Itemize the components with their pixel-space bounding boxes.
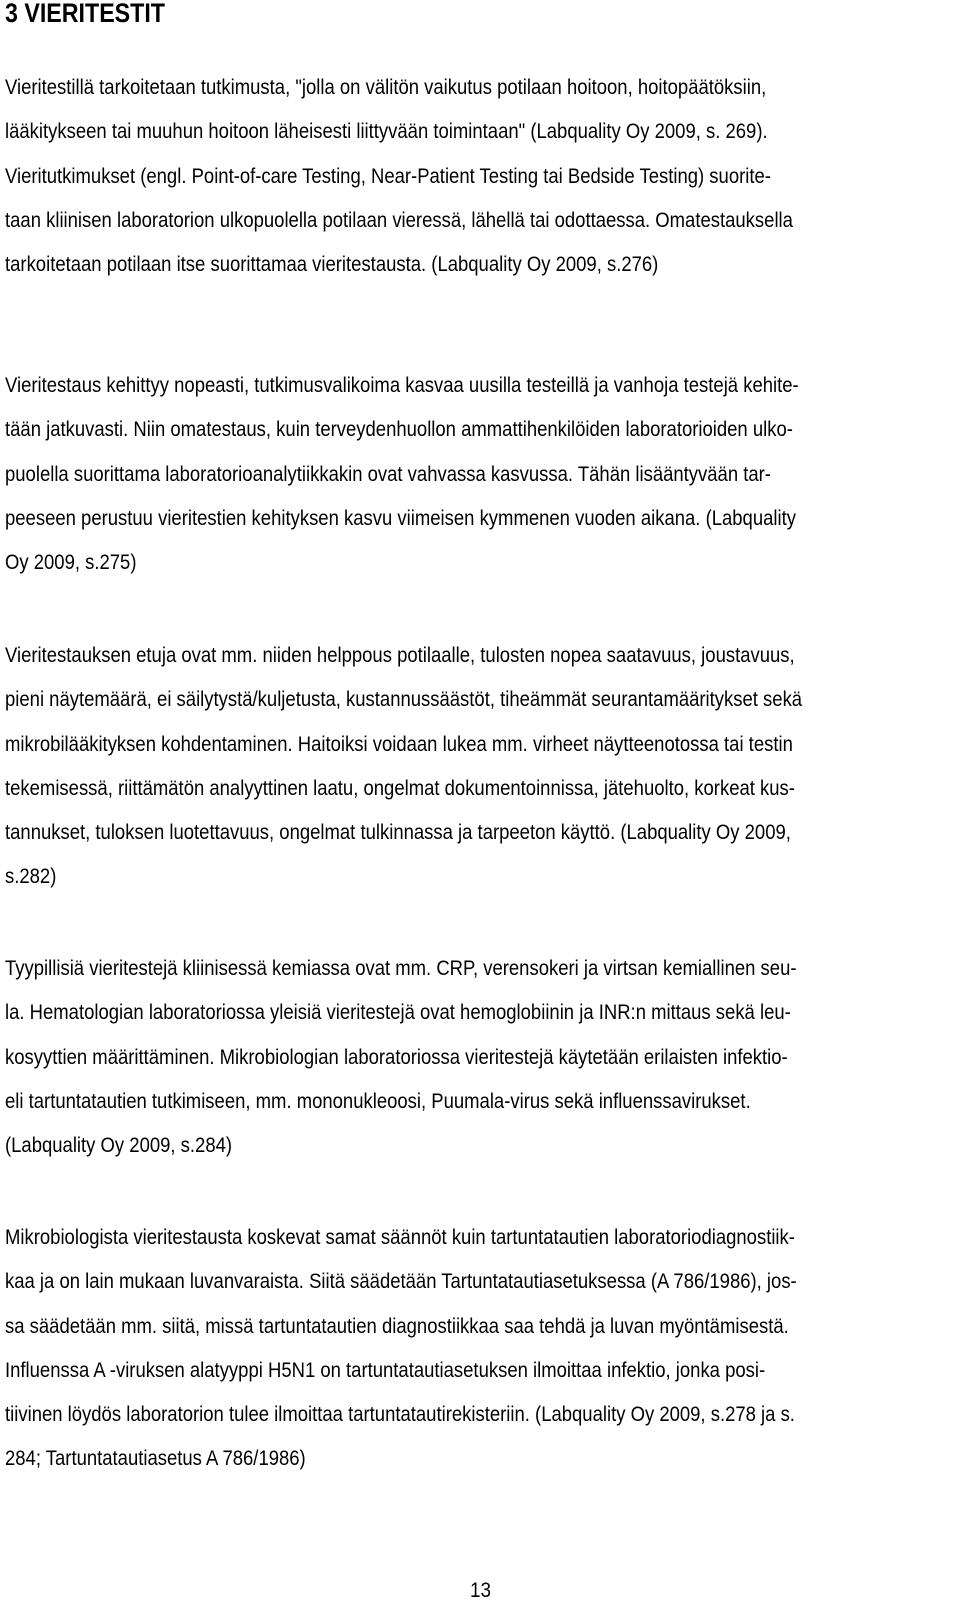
paragraph-2 — [5, 364, 935, 585]
text-line: Tyypillisiä vieritestejä kliinisessä kemiassa ovat mm. CRP, verensokeri ja virtsan kemiallinen seu- — [5, 957, 797, 980]
text-line: Influenssa A -viruksen alatyyppi H5N1 on tartuntatautiasetuksen ilmoittaa infektio, jonka posi- — [5, 1358, 766, 1382]
text-line: Vieritestauksen etuja ovat mm. niiden helppous potilaalle, tulosten nopea saatavuus, joustavuus, — [5, 644, 795, 667]
paragraph-5 — [5, 1216, 935, 1482]
paragraph-4 — [5, 947, 935, 1168]
text-line: Vieritestillä tarkoitetaan tutkimusta, "jolla on välitön vaikutus potilaan hoitoon, hoitopäätöksiin, — [5, 76, 767, 99]
text-line: eli tartuntatautien tutkimiseen, mm. mononukleoosi, Puumala-virus sekä influenssavirukset. — [5, 1089, 751, 1113]
text-line: 284; Tartuntatautiasetus A 786/1986) — [5, 1447, 306, 1471]
text-line: tarkoitetaan potilaan itse suorittamaa vieritestausta. (Labquality Oy 2009, s.276) — [5, 253, 659, 277]
text-line: peeseen perustuu vieritestien kehityksen kasvu viimeisen kymmenen vuoden aikana. (Labquality — [5, 506, 796, 530]
text-line: s.282) — [5, 865, 57, 889]
text-line: tannukset, tuloksen luotettavuus, ongelmat tulkinnassa ja tarpeeton käyttö. (Labquality Oy 2009, — [5, 821, 791, 845]
page-number: 13 — [470, 1579, 492, 1602]
text-line: Vieritutkimukset (engl. Point-of-care Testing, Near-Patient Testing tai Bedside Testing) suorite- — [5, 164, 771, 188]
text-line: Mikrobiologista vieritestausta koskevat samat säännöt kuin tartuntatautien laboratoriodiagnostiik- — [5, 1226, 795, 1249]
text-line: puolella suorittama laboratorioanalytiikkakin ovat vahvassa kasvussa. Tähän lisääntyvään tar- — [5, 462, 771, 486]
text-line: sa säädetään mm. siitä, missä tartuntatautien diagnostiikkaa saa tehdä ja luvan myöntämisestä. — [5, 1314, 789, 1338]
text-line: kosyyttien määrittäminen. Mikrobiologian laboratoriossa vieritestejä käytetään erilaisten infektio- — [5, 1045, 788, 1069]
text-line: pieni näytemäärä, ei säilytystä/kuljetusta, kustannussäästöt, tiheämmät seurantamääritykset sekä — [5, 688, 803, 712]
text-line: kaa ja on lain mukaan luvanvaraista. Siitä säädetään Tartuntatautiasetuksessa (A 786/1986), jos- — [5, 1270, 797, 1294]
text-line: (Labquality Oy 2009, s.284) — [5, 1134, 233, 1158]
text-line: tiivinen löydös laboratorion tulee ilmoittaa tartuntatautirekisteriin. (Labquality Oy 2009, s.278 ja s. — [5, 1403, 795, 1427]
paragraph-3 — [5, 634, 935, 900]
text-line: tekemisessä, riittämätön analyyttinen laatu, ongelmat dokumentoinnissa, jätehuolto, korkeat kus- — [5, 776, 795, 800]
text-line: la. Hematologian laboratoriossa yleisiä vieritestejä ovat hemoglobiinin ja INR:n mittaus sekä leu- — [5, 1001, 791, 1025]
section-heading: 3 VIERITESTIT — [5, 0, 166, 28]
paragraph-1 — [5, 66, 935, 287]
text-line: tään jatkuvasti. Niin omatestaus, kuin terveydenhuollon ammattihenkilöiden laboratorioiden ulko- — [5, 418, 793, 442]
text-line: Oy 2009, s.275) — [5, 551, 137, 575]
text-line: lääkitykseen tai muuhun hoitoon läheisesti liittyvään toimintaan" (Labquality Oy 2009, s. 269). — [5, 120, 768, 144]
text-line: taan kliinisen laboratorion ulkopuolella potilaan vieressä, lähellä tai odottaessa. Omatestauksella — [5, 208, 793, 232]
text-line: mikrobilääkityksen kohdentaminen. Haitoiksi voidaan lukea mm. virheet näytteenotossa tai testin — [5, 732, 793, 756]
text-line: Vieritestaus kehittyy nopeasti, tutkimusvalikoima kasvaa uusilla testeillä ja vanhoja testejä kehite- — [5, 374, 799, 397]
